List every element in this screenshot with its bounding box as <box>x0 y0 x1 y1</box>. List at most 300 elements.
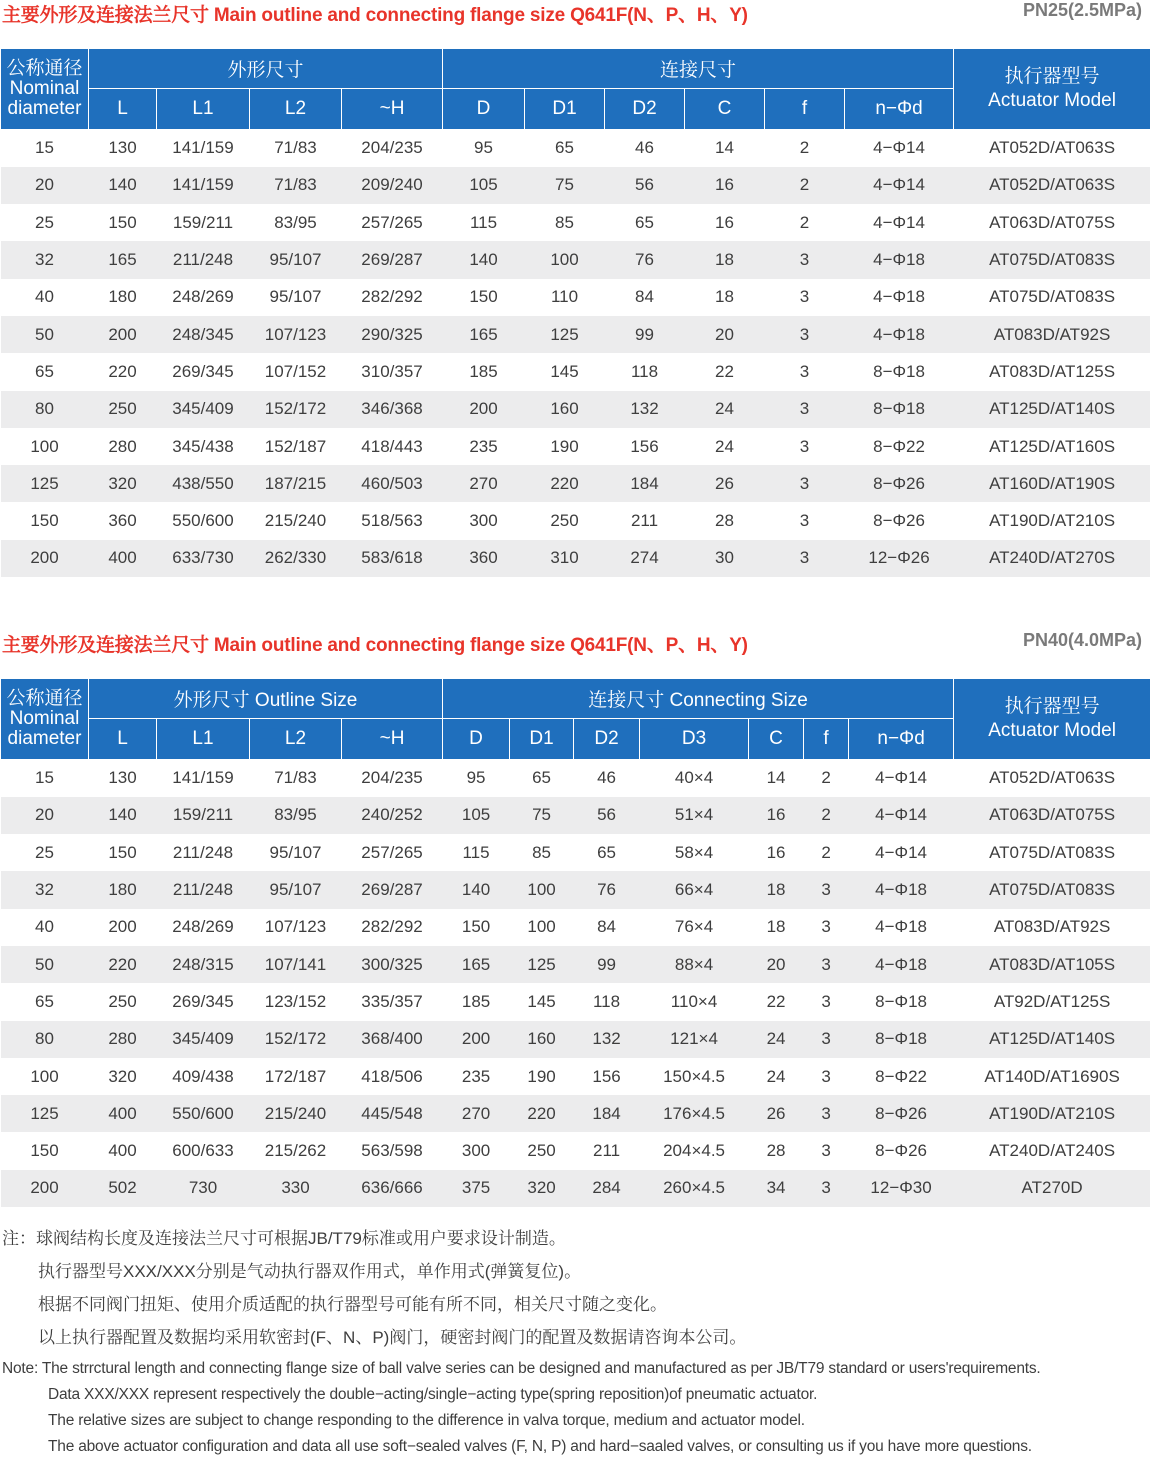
table-cell: 211/248 <box>172 842 234 862</box>
table-cell: 220 <box>510 1095 574 1132</box>
table-cell: 15 <box>35 768 54 788</box>
table-cell: 150 <box>108 842 137 862</box>
table-cell: 3 <box>804 1095 849 1132</box>
section1-title: 主要外形及连接法兰尺寸 Main outline and connecting flange size Q641F(N、P、H、Y) <box>2 5 748 26</box>
table-cell: 400 <box>89 540 157 577</box>
table-cell: 320 <box>89 465 157 502</box>
notes <box>0 1224 1150 1460</box>
table-cell: 257/265 <box>361 212 423 232</box>
note-en-line: The relative sizes are subject to change responding to the difference in valva torque, medium and actuator model. <box>48 1412 805 1429</box>
table-cell: 2 <box>765 167 845 204</box>
table-cell: 4−Φ18 <box>873 287 925 307</box>
table-cell: 20 <box>685 316 765 353</box>
table-cell: AT075D/AT083S <box>954 871 1150 908</box>
table-cell: 633/730 <box>157 540 250 577</box>
table-cell: 4−Φ14 <box>873 138 925 158</box>
table-cell: 26 <box>749 1095 804 1132</box>
table-cell: 132 <box>605 391 685 428</box>
table-cell: AT075D/AT083S <box>989 842 1116 862</box>
table-cell: 145 <box>550 361 579 381</box>
table-cell: 20 <box>1 797 89 834</box>
table-cell: 107/152 <box>264 361 327 381</box>
section2-spec-table <box>0 678 1150 1207</box>
table-cell: 400 <box>89 1095 157 1132</box>
table-cell: 550/600 <box>172 511 234 531</box>
table-cell: 34 <box>749 1170 804 1207</box>
table-cell: 3 <box>799 361 810 381</box>
table-cell: AT052D/AT063S <box>989 768 1116 788</box>
table-cell: 40 <box>35 287 54 307</box>
table-cell: 75 <box>510 797 574 834</box>
table-cell: 4−Φ14 <box>875 768 927 788</box>
table-cell: 180 <box>108 287 137 307</box>
table-cell: 3 <box>765 241 845 278</box>
table-cell: 250 <box>89 391 157 428</box>
table-cell: AT083D/AT125S <box>989 361 1116 381</box>
table-cell: 257/265 <box>361 842 423 862</box>
table-row <box>1 797 1150 834</box>
table-cell: 418/506 <box>361 1066 423 1086</box>
table-cell: 150 <box>461 917 491 937</box>
table-cell: 95 <box>466 768 486 788</box>
table-row <box>1 465 1150 502</box>
table-cell: 284 <box>574 1170 640 1207</box>
col-header: ~H <box>342 719 443 760</box>
table-cell: 118 <box>592 991 621 1011</box>
table-cell: 8−Φ26 <box>849 1095 954 1132</box>
table-row <box>1 909 1150 946</box>
table-cell: 115 <box>462 842 490 862</box>
table-cell: 583/618 <box>342 540 443 577</box>
table-row <box>1 130 1150 167</box>
table-cell: 123/152 <box>264 991 327 1011</box>
table-cell: 22 <box>766 991 786 1011</box>
table-cell: AT083D/AT92S <box>993 917 1111 937</box>
table-cell: 600/633 <box>172 1141 234 1161</box>
table-cell: 368/400 <box>342 1021 443 1058</box>
table-cell: 140 <box>443 241 525 278</box>
table-cell: 12−Φ26 <box>845 540 954 577</box>
table-row <box>1 540 1150 577</box>
table-cell: 50 <box>1 316 89 353</box>
table-cell: 260×4.5 <box>640 1170 749 1207</box>
table-cell: 4−Φ14 <box>873 212 925 232</box>
table-row <box>1 204 1150 241</box>
table-cell: 14 <box>715 138 734 158</box>
note-en-line: The above actuator configuration and data all use soft−sealed valves (F, N, P) and hard−saaled valves, or consulting us if you have more questions. <box>48 1438 1032 1455</box>
table-cell: 95/107 <box>269 287 322 307</box>
table-cell: 204/235 <box>361 138 423 158</box>
table-cell: 159/211 <box>172 212 234 232</box>
table-cell: 190 <box>550 436 579 456</box>
table-cell: 83/95 <box>250 797 342 834</box>
table-cell: 71/83 <box>274 768 317 788</box>
col-header: L1 <box>157 89 250 130</box>
table-cell: AT063D/AT075S <box>989 212 1116 232</box>
table-row <box>1 1021 1150 1058</box>
table-cell: 4−Φ18 <box>849 946 954 983</box>
table-cell: 375 <box>443 1170 510 1207</box>
table-cell: 22 <box>715 361 734 381</box>
table-cell: 3 <box>765 540 845 577</box>
table-cell: 150 <box>30 511 59 531</box>
table-cell: 200 <box>1 1170 89 1207</box>
table-cell: 248/315 <box>157 946 250 983</box>
col-header: D2 <box>574 719 640 760</box>
table-cell: 4−Φ18 <box>845 316 954 353</box>
table-row <box>1 279 1150 316</box>
table-cell: AT240D/AT240S <box>989 1141 1116 1161</box>
table-cell: AT125D/AT140S <box>954 1021 1150 1058</box>
table-row <box>1 871 1150 908</box>
table-cell: 262/330 <box>250 540 342 577</box>
col-header: D1 <box>525 89 605 130</box>
table-cell: 85 <box>555 212 574 232</box>
table-cell: 211/248 <box>157 241 250 278</box>
table-cell: 130 <box>108 138 137 158</box>
table-cell: 240/252 <box>342 797 443 834</box>
table-cell: 125 <box>510 946 574 983</box>
table-cell: 71/83 <box>274 138 317 158</box>
table-cell: 165 <box>89 241 157 278</box>
table-cell: 24 <box>685 391 765 428</box>
table-cell: 156 <box>592 1066 621 1086</box>
table-cell: 150 <box>469 287 498 307</box>
table-row <box>1 502 1150 539</box>
table-cell: 165 <box>443 946 510 983</box>
table-cell: AT052D/AT063S <box>954 167 1150 204</box>
table-cell: 4−Φ18 <box>875 917 927 937</box>
table-cell: 518/563 <box>361 511 423 531</box>
table-cell: 8−Φ18 <box>873 361 925 381</box>
table-cell: 156 <box>630 436 659 456</box>
table-row <box>1 983 1150 1020</box>
table-cell: 172/187 <box>264 1066 327 1086</box>
section2-title: 主要外形及连接法兰尺寸 Main outline and connecting flange size Q641F(N、P、H、Y) <box>2 635 748 656</box>
table-cell: 3 <box>804 946 849 983</box>
table-cell: 269/287 <box>342 241 443 278</box>
table-cell: 3 <box>765 465 845 502</box>
table-cell: 95 <box>474 138 493 158</box>
note-zh-line: 根据不同阀门扭矩、使用介质适配的执行器型号可能有所不同，相关尺寸随之变化。 <box>38 1295 667 1314</box>
table-cell: 110×4 <box>670 991 718 1011</box>
table-cell: 200 <box>1 540 89 577</box>
col-header: n−Φd <box>849 719 954 760</box>
outline-size-header: 外形尺寸 Outline Size <box>89 679 443 719</box>
col-header: L2 <box>250 89 342 130</box>
table-cell: 24 <box>715 436 734 456</box>
table-cell: 24 <box>749 1021 804 1058</box>
table-cell: 2 <box>804 797 849 834</box>
table-cell: 18 <box>749 871 804 908</box>
table-cell: 100 <box>30 436 59 456</box>
table-cell: AT125D/AT160S <box>989 436 1116 456</box>
table-cell: 141/159 <box>157 167 250 204</box>
table-cell: AT052D/AT063S <box>989 138 1116 158</box>
table-cell: 184 <box>605 465 685 502</box>
table-cell: 215/262 <box>264 1141 327 1161</box>
table-row <box>1 167 1150 204</box>
table-cell: AT125D/AT140S <box>954 391 1150 428</box>
table-cell: 502 <box>89 1170 157 1207</box>
table-row <box>1 316 1150 353</box>
table-cell: 200 <box>89 316 157 353</box>
table-cell: 360 <box>443 540 525 577</box>
table-cell: 335/357 <box>361 991 423 1011</box>
table-cell: 220 <box>89 946 157 983</box>
table-cell: 152/172 <box>250 1021 342 1058</box>
table-row <box>1 428 1150 465</box>
col-header: D3 <box>640 719 749 760</box>
table-cell: 636/666 <box>342 1170 443 1207</box>
table-cell: 204×4.5 <box>663 1141 726 1161</box>
col-header: L2 <box>250 719 342 760</box>
table-cell: AT140D/AT1690S <box>984 1066 1120 1086</box>
col-header: L <box>89 719 157 760</box>
table-cell: 28 <box>715 511 734 531</box>
table-row <box>1 1132 1150 1169</box>
table-cell: AT240D/AT270S <box>954 540 1150 577</box>
col-header: L1 <box>157 719 250 760</box>
table-cell: AT083D/AT92S <box>954 316 1150 353</box>
table-cell: 4−Φ14 <box>845 167 954 204</box>
table-cell: 360 <box>108 511 137 531</box>
table-cell: 18 <box>766 917 786 937</box>
table-cell: 3 <box>821 1066 831 1086</box>
table-cell: 282/292 <box>361 287 423 307</box>
table-cell: 130 <box>108 768 137 788</box>
table-cell: 248/269 <box>172 287 234 307</box>
table-cell: 46 <box>635 138 654 158</box>
table-cell: AT92D/AT125S <box>993 991 1111 1011</box>
table-cell: 140 <box>89 797 157 834</box>
table-row <box>1 1095 1150 1132</box>
table-cell: 105 <box>443 167 525 204</box>
table-cell: AT083D/AT105S <box>954 946 1150 983</box>
table-cell: 140 <box>443 871 510 908</box>
table-cell: 100 <box>527 917 556 937</box>
table-cell: 211 <box>592 1141 621 1161</box>
table-cell: 16 <box>749 797 804 834</box>
table-row <box>1 760 1150 797</box>
table-cell: 85 <box>532 842 551 862</box>
table-cell: 115 <box>469 212 498 232</box>
table-cell: 280 <box>89 1021 157 1058</box>
table-cell: 3 <box>765 391 845 428</box>
table-cell: AT270D <box>954 1170 1150 1207</box>
table-cell: 270 <box>443 1095 510 1132</box>
table-cell: 550/600 <box>157 1095 250 1132</box>
table-cell: AT075D/AT083S <box>989 287 1116 307</box>
table-row <box>1 1170 1150 1207</box>
table-cell: 16 <box>766 842 786 862</box>
table-cell: 730 <box>157 1170 250 1207</box>
table-cell: 80 <box>1 1021 89 1058</box>
table-cell: 215/240 <box>264 511 327 531</box>
table-cell: 269/287 <box>342 871 443 908</box>
table-cell: 76 <box>605 241 685 278</box>
table-cell: 20 <box>749 946 804 983</box>
note-en-line: Data XXX/XXX represent respectively the double−acting/single−acting type(spring reposition)of pneumatic actuator. <box>48 1386 818 1403</box>
table-cell: 121×4 <box>640 1021 749 1058</box>
table-cell: 204/235 <box>361 768 423 788</box>
nominal-diameter-header: 公称通径 Nominal diameter <box>1 49 89 130</box>
section1-spec-table <box>0 48 1150 577</box>
table-cell: 100 <box>30 1066 59 1086</box>
table-row <box>1 353 1150 390</box>
table-cell: 330 <box>250 1170 342 1207</box>
table-cell: 83/95 <box>274 212 317 232</box>
col-header: f <box>765 89 845 130</box>
table-cell: 88×4 <box>640 946 749 983</box>
col-header: D <box>443 89 525 130</box>
table-cell: 16 <box>715 212 734 232</box>
col-header: f <box>804 719 849 760</box>
col-header: D2 <box>605 89 685 130</box>
table-cell: 3 <box>804 871 849 908</box>
table-cell: 25 <box>35 842 54 862</box>
table-cell: AT063D/AT075S <box>954 797 1150 834</box>
section1-table-body <box>1 130 1150 578</box>
table-cell: 50 <box>1 946 89 983</box>
col-header: n−Φd <box>845 89 954 130</box>
table-cell: 282/292 <box>361 917 423 937</box>
table-cell: 26 <box>685 465 765 502</box>
table-cell: 65 <box>555 138 574 158</box>
table-cell: 220 <box>525 465 605 502</box>
table-cell: 2 <box>821 768 831 788</box>
table-row <box>1 1058 1150 1095</box>
table-cell: 290/325 <box>342 316 443 353</box>
table-cell: 269/345 <box>172 991 234 1011</box>
table-cell: 3 <box>821 991 831 1011</box>
table-row <box>1 834 1150 871</box>
table-cell: 75 <box>525 167 605 204</box>
table-cell: 100 <box>510 871 574 908</box>
table-cell: 125 <box>525 316 605 353</box>
table-cell: 8−Φ18 <box>845 391 954 428</box>
table-cell: 160 <box>525 391 605 428</box>
table-cell: 346/368 <box>342 391 443 428</box>
table-cell: 32 <box>1 241 89 278</box>
table-cell: 274 <box>605 540 685 577</box>
table-cell: 150 <box>30 1141 59 1161</box>
table-cell: 65 <box>35 361 54 381</box>
table-row <box>1 946 1150 983</box>
table-cell: 563/598 <box>361 1141 423 1161</box>
section1-title-row <box>0 0 1150 30</box>
table-cell: 20 <box>1 167 89 204</box>
table-cell: 152/172 <box>250 391 342 428</box>
table-cell: 200 <box>108 917 137 937</box>
table-cell: 107/123 <box>250 316 342 353</box>
table-cell: 200 <box>443 1021 510 1058</box>
table-cell: 438/550 <box>157 465 250 502</box>
table-cell: 4−Φ14 <box>875 842 927 862</box>
table-cell: 248/345 <box>157 316 250 353</box>
table-cell: 3 <box>799 511 810 531</box>
table-cell: 66×4 <box>640 871 749 908</box>
section2-pressure: PN40(4.0MPa) <box>1022 630 1142 650</box>
table-cell: AT075D/AT083S <box>954 241 1150 278</box>
col-header: C <box>749 719 804 760</box>
table-cell: 3 <box>821 917 831 937</box>
table-cell: 220 <box>108 361 137 381</box>
table-cell: 269/345 <box>172 361 234 381</box>
table-cell: 132 <box>574 1021 640 1058</box>
table-cell: 2 <box>799 212 810 232</box>
table-cell: 152/187 <box>264 436 327 456</box>
table-cell: 250 <box>527 1141 556 1161</box>
actuator-model-header: 执行器型号 Actuator Model <box>954 679 1150 760</box>
table-cell: 107/141 <box>250 946 342 983</box>
table-cell: 418/443 <box>361 436 423 456</box>
table-cell: 100 <box>525 241 605 278</box>
table-cell: 16 <box>685 167 765 204</box>
table-cell: 3 <box>799 287 810 307</box>
table-cell: AT160D/AT190S <box>954 465 1150 502</box>
table-cell: 211 <box>630 511 659 531</box>
table-cell: 107/123 <box>264 917 327 937</box>
table-cell: 8−Φ22 <box>875 1066 927 1086</box>
table-cell: 51×4 <box>640 797 749 834</box>
actuator-model-header: 执行器型号 Actuator Model <box>954 49 1150 130</box>
table-cell: 235 <box>461 1066 491 1086</box>
table-cell: 215/240 <box>250 1095 342 1132</box>
table-cell: 24 <box>766 1066 786 1086</box>
table-cell: AT190D/AT210S <box>954 1095 1150 1132</box>
table-cell: 95/107 <box>250 871 342 908</box>
table-cell: 65 <box>532 768 551 788</box>
table-cell: 99 <box>605 316 685 353</box>
table-cell: 160 <box>510 1021 574 1058</box>
table-cell: 76×4 <box>674 917 714 937</box>
table-cell: 409/438 <box>172 1066 234 1086</box>
table-cell: 65 <box>35 991 54 1011</box>
table-cell: 8−Φ18 <box>875 991 927 1011</box>
table-cell: 145 <box>527 991 556 1011</box>
table-cell: 185 <box>461 991 491 1011</box>
table-cell: 190 <box>527 1066 556 1086</box>
table-cell: 300 <box>469 511 498 531</box>
table-cell: 180 <box>89 871 157 908</box>
table-cell: 8−Φ26 <box>875 1141 927 1161</box>
note-zh-line: 执行器型号XXX/XXX分别是气动执行器双作用式，单作用式(弹簧复位)。 <box>38 1262 582 1281</box>
table-cell: 2 <box>799 138 810 158</box>
table-cell: 65 <box>597 842 616 862</box>
table-cell: 56 <box>605 167 685 204</box>
table-cell: 3 <box>765 316 845 353</box>
section1-pressure: PN25(2.5MPa) <box>1022 0 1142 20</box>
table-cell: 185 <box>469 361 498 381</box>
table-cell: 345/409 <box>157 391 250 428</box>
table-cell: 248/269 <box>172 917 234 937</box>
table-cell: 3 <box>804 1021 849 1058</box>
table-cell: 176×4.5 <box>640 1095 749 1132</box>
table-cell: 18 <box>715 287 734 307</box>
table-cell: 235 <box>469 436 498 456</box>
table-cell: 140 <box>89 167 157 204</box>
table-cell: 165 <box>443 316 525 353</box>
table-cell: 56 <box>574 797 640 834</box>
table-cell: 345/409 <box>157 1021 250 1058</box>
table-cell: 150 <box>108 212 137 232</box>
nominal-diameter-header: 公称通径 Nominal diameter <box>1 679 89 760</box>
col-header: ~H <box>342 89 443 130</box>
table-cell: 58×4 <box>674 842 714 862</box>
table-cell: 250 <box>108 991 137 1011</box>
table-cell: 125 <box>1 1095 89 1132</box>
